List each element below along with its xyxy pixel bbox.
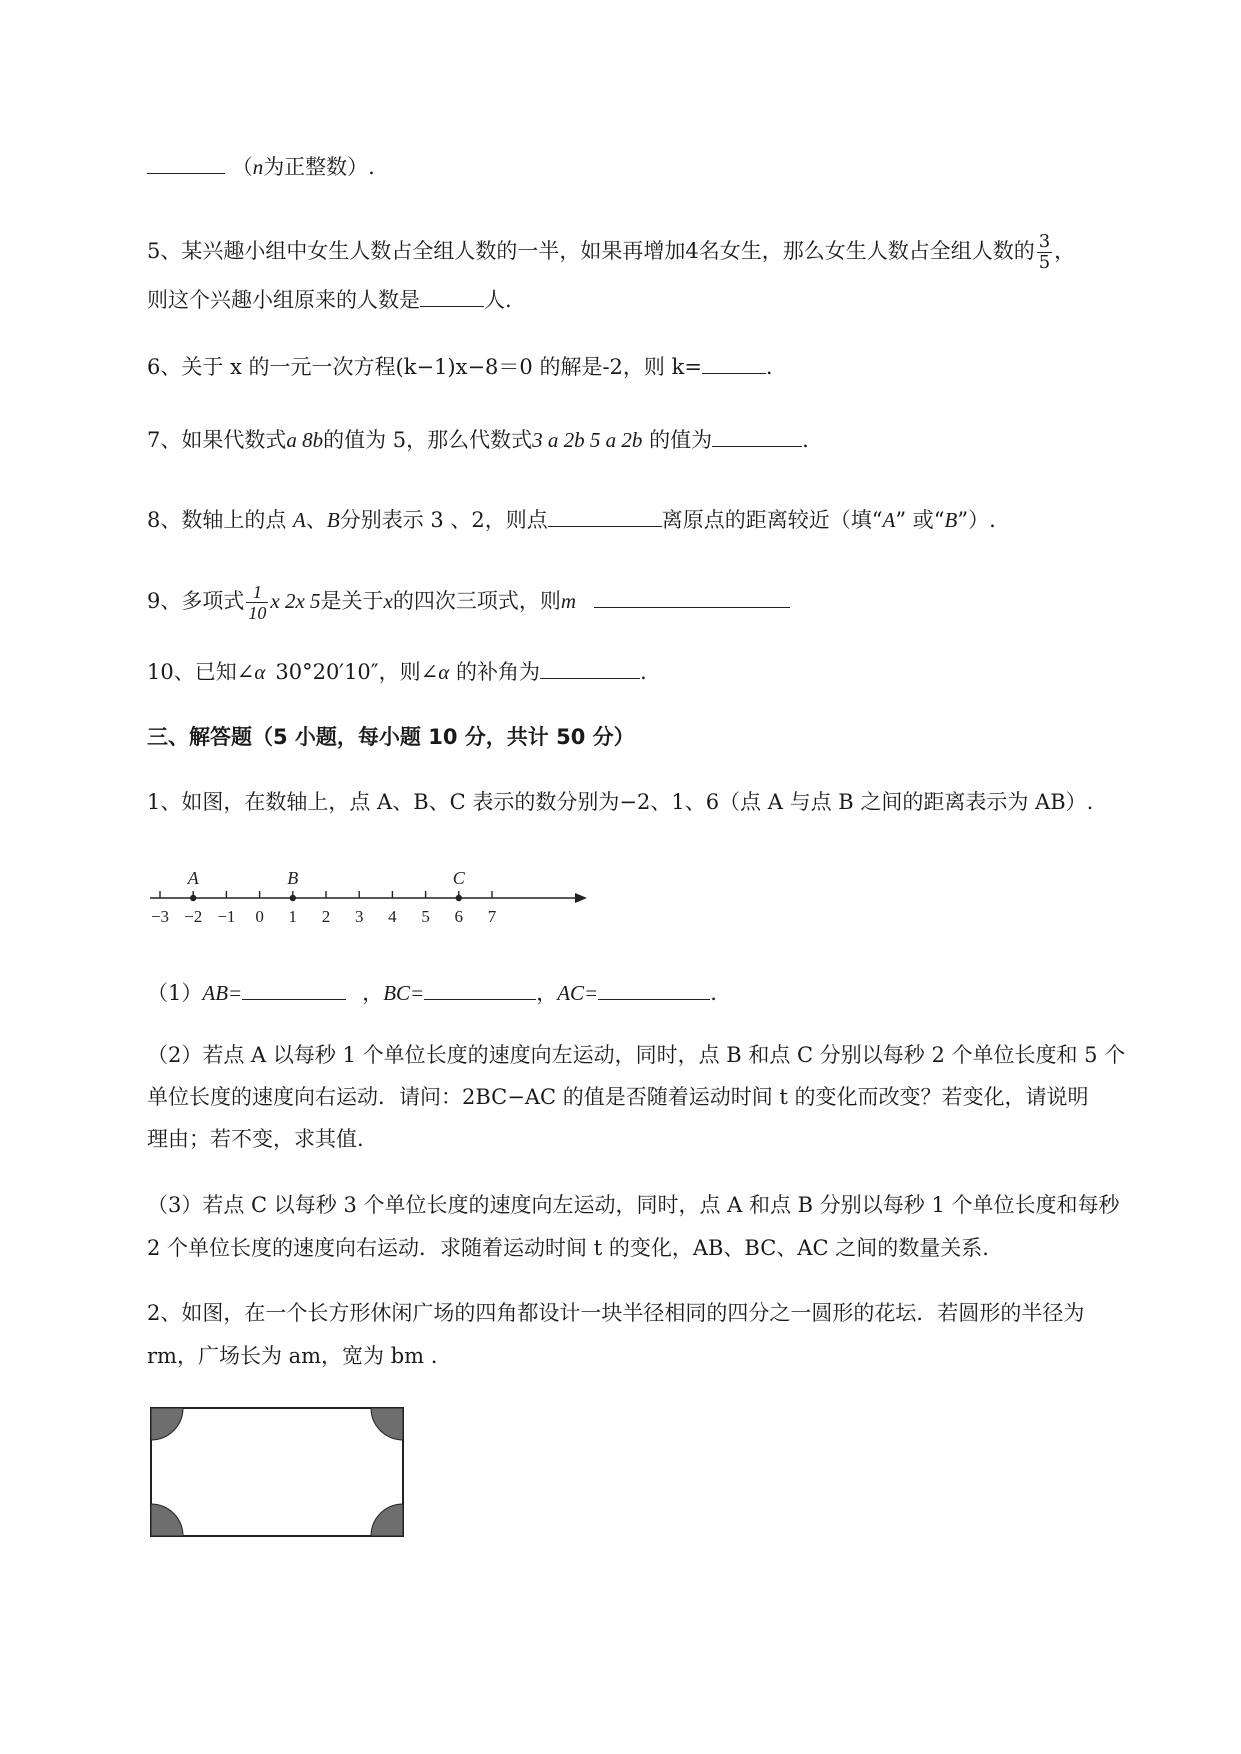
fraction-1-10 bbox=[246, 582, 268, 623]
point-b-label: B bbox=[287, 868, 299, 888]
question-6 bbox=[147, 352, 773, 382]
point-a-label: A bbox=[293, 508, 306, 532]
q8-option-b: B bbox=[944, 508, 958, 532]
text: （ bbox=[231, 155, 253, 179]
q10-end: . bbox=[639, 660, 647, 684]
answer-blank bbox=[147, 153, 225, 174]
problem-1-part2-line1: （2）若点 A 以每秒 1 个单位长度的速度向左运动，同时，点 B 和点 C 分别以每秒 2 个单位长度和 5 个 bbox=[147, 1043, 1126, 1067]
problem-2-line1: 2、如图，在一个长方形休闲广场的四角都设计一块半径相同的四分之一圆形的花坛．若圆形的半径为 bbox=[147, 1301, 1085, 1325]
fraction-3-5 bbox=[1037, 232, 1052, 273]
q7-text: 7、如果代数式 bbox=[147, 428, 287, 452]
q8-text2: 分别表示 3 、2，则点 bbox=[339, 508, 548, 532]
answer-blank-bc bbox=[424, 979, 536, 1000]
tick-label: −3 bbox=[150, 907, 170, 926]
q6-text: 6、关于 x 的一元一次方程(k−1)x−8＝0 的解是-2，则 k= bbox=[147, 355, 702, 379]
tick-label: 1 bbox=[288, 907, 298, 926]
tick-label: 6 bbox=[454, 907, 464, 926]
fraction-denominator: 5 bbox=[1038, 252, 1051, 273]
problem-1-part3-line2: 2 个单位长度的速度向右运动．求随着运动时间 t 的变化，AB、BC、AC 之间的数量关系. bbox=[147, 1236, 989, 1260]
answer-blank bbox=[540, 658, 640, 679]
tick-label: 2 bbox=[321, 907, 331, 926]
alpha-symbol: α bbox=[254, 660, 266, 684]
q5-text2: 则这个兴趣小组原来的人数是 bbox=[147, 288, 420, 312]
q8-text4: ” 或“ bbox=[895, 508, 945, 532]
tick-label: 4 bbox=[388, 907, 397, 926]
text: 为正整数）. bbox=[263, 155, 375, 179]
number-line-figure bbox=[145, 860, 605, 950]
tick-label: −1 bbox=[217, 907, 236, 926]
question-7 bbox=[147, 425, 809, 455]
q10-text2: ，则∠ bbox=[378, 660, 439, 684]
plaza-figure bbox=[148, 1405, 408, 1545]
problem-2-line2: rm，广场长为 am，宽为 bm . bbox=[147, 1344, 438, 1368]
q9-variable-m: m bbox=[560, 589, 577, 613]
point-c-dot bbox=[456, 895, 462, 901]
q7-expression1: a 8b bbox=[286, 428, 324, 452]
plaza-rectangle bbox=[151, 1408, 403, 1536]
axis-arrow-icon bbox=[575, 893, 587, 903]
variable-n: n bbox=[252, 155, 264, 179]
section-title: 三、解答题（5 小题，每小题 10 分，共计 50 分） bbox=[147, 725, 635, 749]
q9-expression: 2x 5 bbox=[279, 589, 321, 613]
ac-label: AC= bbox=[557, 981, 599, 1005]
problem-1-part1: （1）AB= ，BC= ，AC= . bbox=[147, 981, 717, 1005]
q7-end: . bbox=[802, 428, 809, 452]
fraction-denominator: 10 bbox=[248, 603, 267, 623]
part-label: （1） bbox=[147, 981, 203, 1005]
point-c-label: C bbox=[452, 868, 465, 888]
question-5-line1 bbox=[147, 232, 1075, 273]
q9-text2: 是关于 bbox=[320, 589, 384, 613]
q5-text3: 人. bbox=[484, 288, 512, 312]
ab-label: AB= bbox=[202, 981, 243, 1005]
part-end: . bbox=[710, 981, 717, 1005]
q9-text: 9、多项式 bbox=[147, 589, 245, 613]
q9-text3: 的四次三项式，则 bbox=[392, 589, 561, 613]
point-b-dot bbox=[290, 895, 296, 901]
continued-line bbox=[147, 152, 375, 182]
answer-blank-ac bbox=[598, 979, 710, 1000]
answer-blank bbox=[420, 286, 484, 307]
q7-text3: 的值为 bbox=[642, 428, 713, 452]
q8-text3: 离原点的距离较近（填“ bbox=[661, 508, 883, 532]
q6-end: . bbox=[765, 355, 773, 379]
q5-text: 5、某兴趣小组中女生人数占全组人数的一半，如果再增加4名女生，那么女生人数占全组人数的 bbox=[147, 239, 1035, 263]
q8-option-a: A bbox=[882, 508, 896, 532]
q8-text: 8、数轴上的点 bbox=[147, 508, 294, 532]
q10-text: 10、已知∠ bbox=[147, 660, 255, 684]
tick-label: 0 bbox=[255, 907, 264, 926]
point-a-label: A bbox=[187, 868, 199, 888]
angle-value: 30°20′10″ bbox=[275, 660, 379, 684]
bc-label: BC= bbox=[383, 981, 425, 1005]
question-8 bbox=[147, 505, 996, 535]
q10-text3: 的补角为 bbox=[449, 660, 540, 684]
q8-sep: 、 bbox=[305, 508, 327, 532]
question-5-line2 bbox=[147, 285, 512, 315]
point-b-label: B bbox=[326, 508, 340, 532]
tick-label: 5 bbox=[421, 907, 430, 926]
problem-1-intro: 1、如图，在数轴上，点 A、B、C 表示的数分别为−2、1、6（点 A 与点 B 之间的距离表示为 AB）. bbox=[147, 790, 1094, 814]
fraction-numerator: 3 bbox=[1038, 231, 1051, 252]
answer-blank bbox=[594, 587, 790, 608]
answer-blank-ab bbox=[242, 979, 346, 1000]
question-10 bbox=[147, 657, 647, 687]
q9-variable-x2: x bbox=[383, 589, 393, 613]
q7-text2: 的值为 5，那么代数式 bbox=[323, 428, 533, 452]
problem-1-part3-line1: （3）若点 C 以每秒 3 个单位长度的速度向左运动，同时，点 A 和点 B 分别以每秒 1 个单位长度和每秒 bbox=[147, 1193, 1120, 1217]
problem-1-part2-line3: 理由；若不变，求其值. bbox=[147, 1127, 364, 1151]
q7-expression2: 3 a 2b 5 a 2b bbox=[532, 428, 643, 452]
q9-variable-x: x bbox=[270, 589, 280, 613]
q5-comma: ， bbox=[1054, 239, 1076, 263]
q8-end: ”）. bbox=[957, 508, 996, 532]
alpha-symbol: α bbox=[438, 660, 450, 684]
answer-blank bbox=[702, 353, 766, 374]
tick-label: 3 bbox=[354, 907, 364, 926]
point-a-dot bbox=[190, 895, 196, 901]
answer-blank bbox=[548, 506, 662, 527]
tick-label: −2 bbox=[184, 907, 203, 926]
question-9 bbox=[147, 582, 790, 623]
tick-label: 7 bbox=[487, 907, 497, 926]
fraction-numerator: 1 bbox=[246, 582, 268, 603]
problem-1-part2-line2: 单位长度的速度向右运动．请问：2BC−AC 的值是否随着运动时间 t 的变化而改变？若变化，请说明 bbox=[147, 1085, 1089, 1109]
answer-blank bbox=[712, 426, 802, 447]
